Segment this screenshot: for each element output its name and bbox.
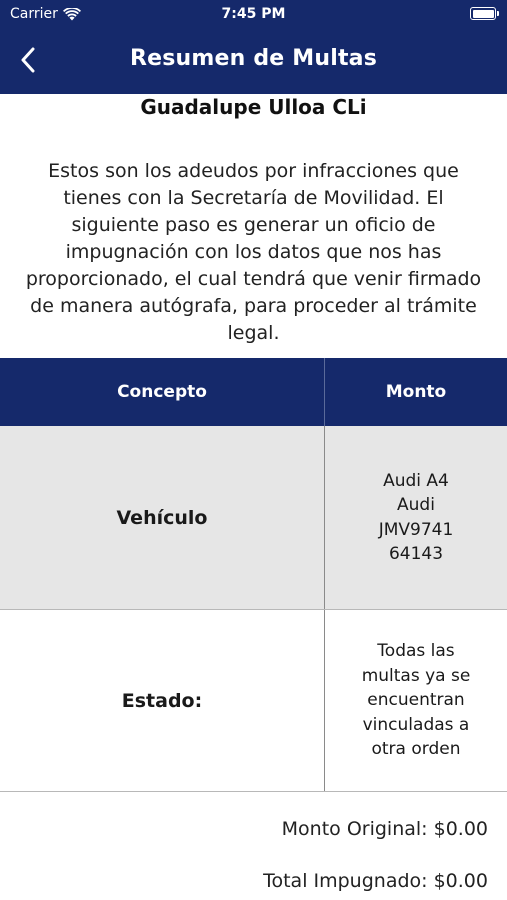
page-title: Resumen de Multas <box>129 46 378 71</box>
state-line: encuentran <box>367 690 465 711</box>
state-line: Todas las <box>377 641 455 662</box>
header-concepto: Concepto <box>0 358 325 426</box>
battery-icon <box>470 7 496 20</box>
monto-original: Monto Original: $0.00 <box>281 818 488 840</box>
vehicle-line: 64143 <box>388 544 444 564</box>
total-impugnado: Total Impugnado: $0.00 <box>263 870 488 892</box>
vehicle-label: Vehículo <box>0 426 325 609</box>
table-header <box>0 358 507 426</box>
state-line: otra orden <box>371 739 461 760</box>
state-value <box>325 610 507 791</box>
table-row-state <box>0 610 507 792</box>
intro-text: Estos son los adeudos por infracciones que tienes con la Secretaría de Movilidad. El siguiente paso es generar un oficio de impugnación con los datos que nos has proporcionado, el cual tendrá que venir firmado de manera autógrafa, para proceder al trámite legal. <box>25 160 482 344</box>
vehicle-value <box>325 426 507 609</box>
vehicle-line: Audi A4 <box>383 470 449 491</box>
header-monto: Monto <box>385 382 447 402</box>
table-row-vehicle <box>0 426 507 610</box>
vehicle-line: JMV9741 <box>378 519 454 540</box>
state-label: Estado: <box>0 610 325 791</box>
carrier-label: Carrier <box>10 6 58 22</box>
user-name: Guadalupe Ulloa CLi <box>140 95 367 119</box>
vehicle-line: Audi <box>397 495 435 515</box>
fines-table <box>0 358 507 792</box>
clock: 7:45 PM <box>221 6 286 22</box>
app-header <box>0 0 507 94</box>
state-line: vinculadas a <box>362 714 470 735</box>
status-bar <box>0 0 507 30</box>
state-line: multas ya se <box>361 665 471 686</box>
navigation-bar <box>0 30 507 94</box>
